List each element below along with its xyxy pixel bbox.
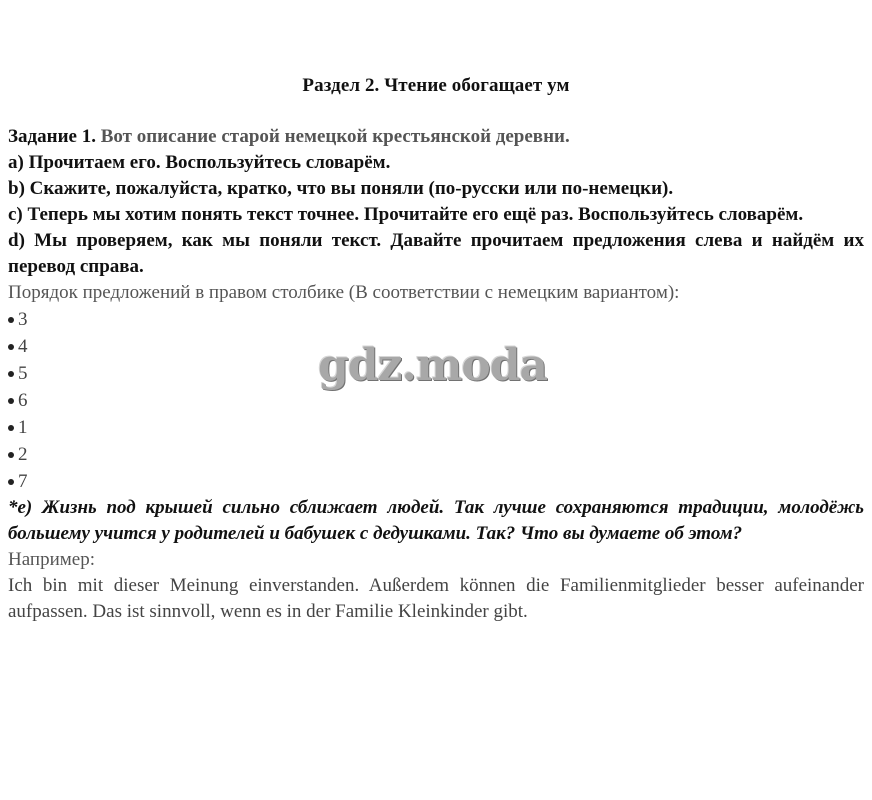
list-item bbox=[8, 306, 864, 333]
order-number: 5 bbox=[18, 362, 28, 384]
example-text: Ich bin mit dieser Meinung einverstanden. Außerdem können die Familienmitglieder besser aufeinander aufpassen. Das ist sinnvoll, wenn es in der Familie Kleinkinder gibt. bbox=[8, 575, 864, 622]
order-number: 2 bbox=[18, 443, 28, 465]
task-item-e: *e) Жизнь под крышей сильно сближает людей. Так лучше сохраняются традиции, молодёжь большему учится у родителей и бабушек с дедушками. Так? Что вы думаете об этом? bbox=[8, 497, 864, 544]
order-intro: Порядок предложений в правом столбике (В соответствии с немецким вариантом): bbox=[8, 282, 680, 303]
bullet-icon bbox=[8, 425, 14, 431]
bullet-icon bbox=[8, 344, 14, 350]
task-label: Задание 1. bbox=[8, 126, 96, 147]
task-item-a: a) Прочитаем его. Воспользуйтесь словарём. bbox=[8, 152, 391, 173]
watermark-logo: gdz.moda bbox=[318, 340, 548, 391]
bullet-icon bbox=[8, 452, 14, 458]
list-item bbox=[8, 387, 864, 414]
bullet-icon bbox=[8, 371, 14, 377]
order-number: 6 bbox=[18, 389, 28, 411]
task-title: Вот описание старой немецкой крестьянской деревни. bbox=[100, 126, 570, 147]
order-number: 3 bbox=[18, 308, 28, 330]
bullet-icon bbox=[8, 479, 14, 485]
order-number: 4 bbox=[18, 335, 28, 357]
section-title: Раздел 2. Чтение обогащает ум bbox=[302, 75, 570, 96]
bullet-icon bbox=[8, 317, 14, 323]
list-item bbox=[8, 468, 864, 495]
document-page bbox=[8, 0, 864, 800]
order-number: 1 bbox=[18, 416, 28, 438]
order-list bbox=[8, 306, 864, 495]
task-item-b: b) Скажите, пожалуйста, кратко, что вы поняли (по-русски или по-немецки). bbox=[8, 178, 674, 199]
bullet-icon bbox=[8, 398, 14, 404]
list-item bbox=[8, 414, 864, 441]
task-item-d: d) Мы проверяем, как мы поняли текст. Давайте прочитаем предложения слева и найдём их перевод справа. bbox=[8, 230, 864, 277]
task-item-c: c) Теперь мы хотим понять текст точнее. Прочитайте его ещё раз. Воспользуйтесь словарём. bbox=[8, 204, 804, 225]
list-item bbox=[8, 441, 864, 468]
task-heading bbox=[8, 124, 864, 150]
example-label: Например: bbox=[8, 549, 95, 570]
order-number: 7 bbox=[18, 470, 28, 492]
